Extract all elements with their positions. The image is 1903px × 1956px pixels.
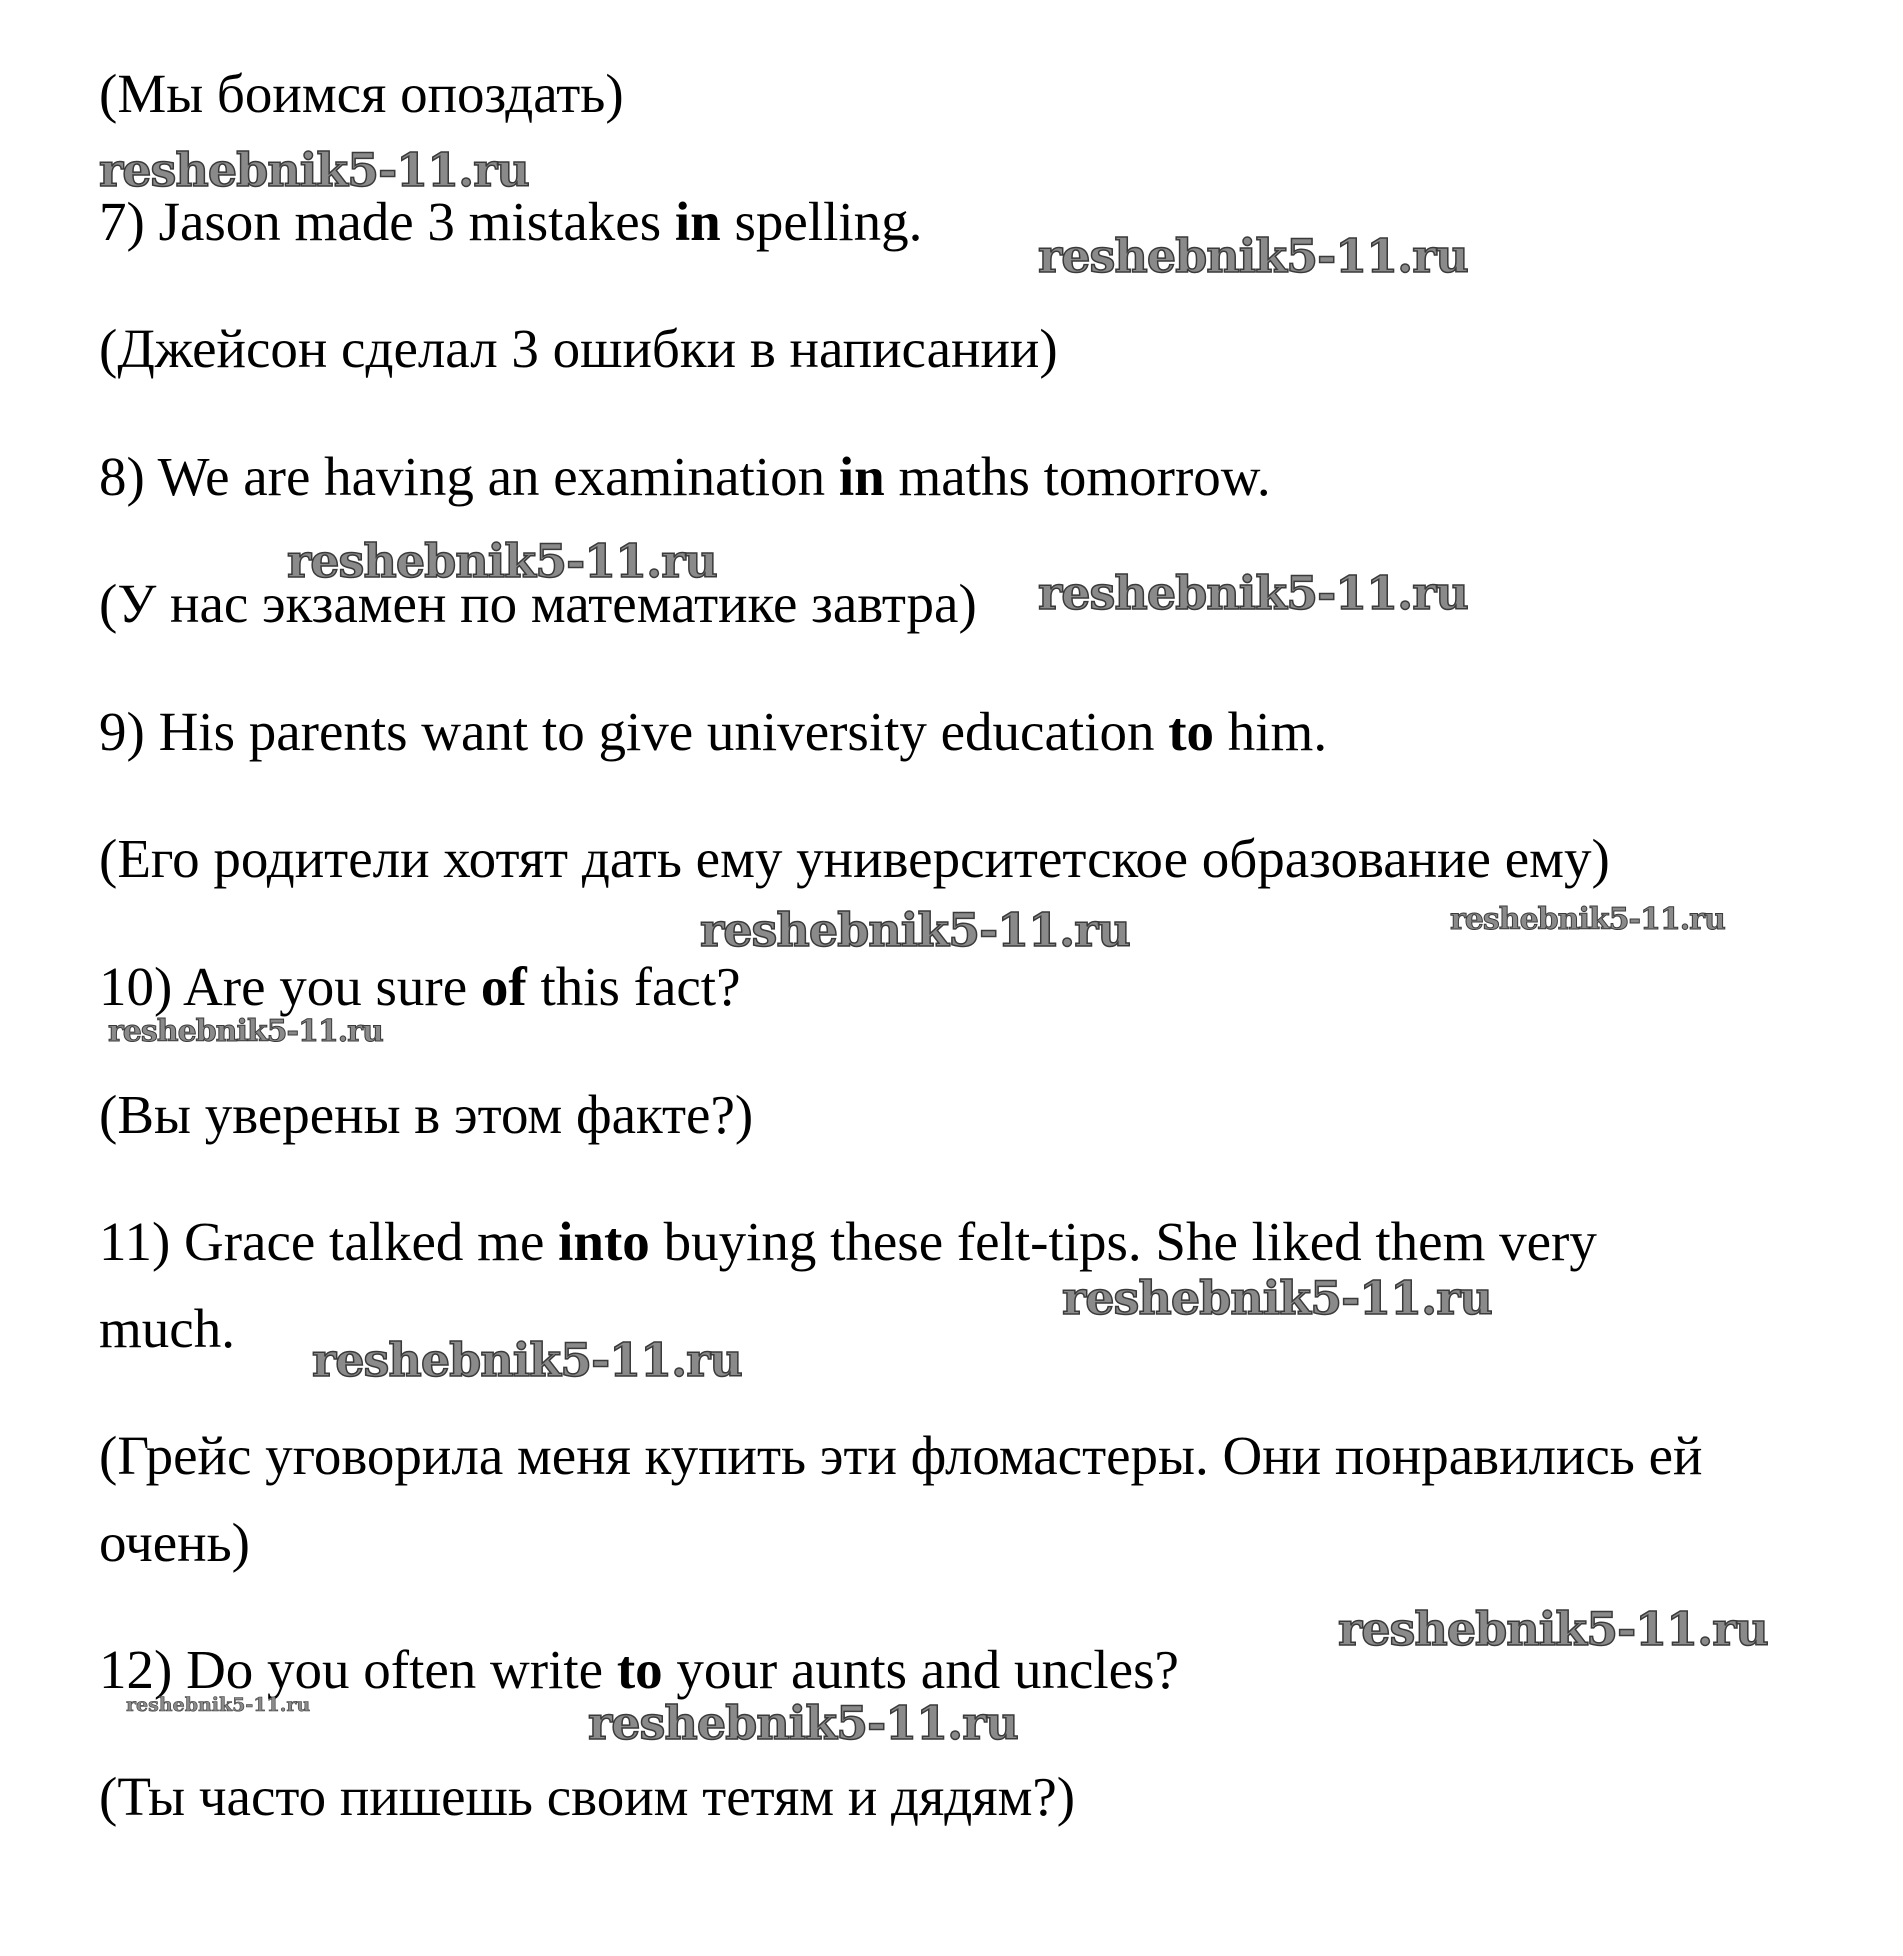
sentence-12: 12) Do you often write to your aunts and uncles? [99, 1639, 1179, 1700]
sentence-11: 11) Grace talked me into buying these felt-tips. She liked them very [99, 1211, 1597, 1272]
answer-preposition: of [480, 956, 527, 1017]
answer-preposition: to [1168, 701, 1215, 762]
watermark: reshebnik5-11.ru [1450, 902, 1725, 937]
watermark: reshebnik5-11.ru [99, 143, 529, 197]
translation-10: (Вы уверены в этом факте?) [99, 1084, 754, 1145]
answer-preposition: in [674, 191, 721, 252]
sentence-10: 10) Are you sure of this fact? [99, 956, 741, 1017]
answer-preposition: in [838, 446, 885, 507]
translation-11: (Грейс уговорила меня купить эти фломастеры. Они понравились ей [99, 1425, 1703, 1486]
sentence-8: 8) We are having an examination in maths tomorrow. [99, 446, 1271, 507]
translation-11-continued: очень) [99, 1512, 250, 1573]
watermark: reshebnik5-11.ru [1038, 566, 1468, 620]
translation-8: (У нас экзамен по математике завтра) [99, 573, 977, 634]
watermark: reshebnik5-11.ru [312, 1333, 742, 1387]
watermark: reshebnik5-11.ru [588, 1696, 1018, 1750]
sentence-11-continued: much. [99, 1298, 235, 1359]
watermark: reshebnik5-11.ru [1038, 229, 1468, 283]
translation-12: (Ты часто пишешь своим тетям и дядям?) [99, 1766, 1076, 1827]
translation-9: (Его родители хотят дать ему университетское образование ему) [99, 828, 1610, 889]
watermark: reshebnik5-11.ru [700, 903, 1130, 957]
watermark: reshebnik5-11.ru [108, 1014, 383, 1049]
sentence-9: 9) His parents want to give university education to him. [99, 701, 1328, 762]
answer-preposition: into [558, 1211, 650, 1272]
translation-7: (Джейсон сделал 3 ошибки в написании) [99, 318, 1058, 379]
sentence-7: 7) Jason made 3 mistakes in spelling. [99, 191, 923, 252]
watermark: reshebnik5-11.ru [1062, 1271, 1492, 1325]
watermark: reshebnik5-11.ru [287, 534, 717, 588]
answer-preposition: to [616, 1639, 663, 1700]
watermark: reshebnik5-11.ru [1338, 1602, 1768, 1656]
watermark: reshebnik5-11.ru [126, 1694, 311, 1716]
line-russian-afraid-late: (Мы боимся опоздать) [99, 63, 624, 124]
